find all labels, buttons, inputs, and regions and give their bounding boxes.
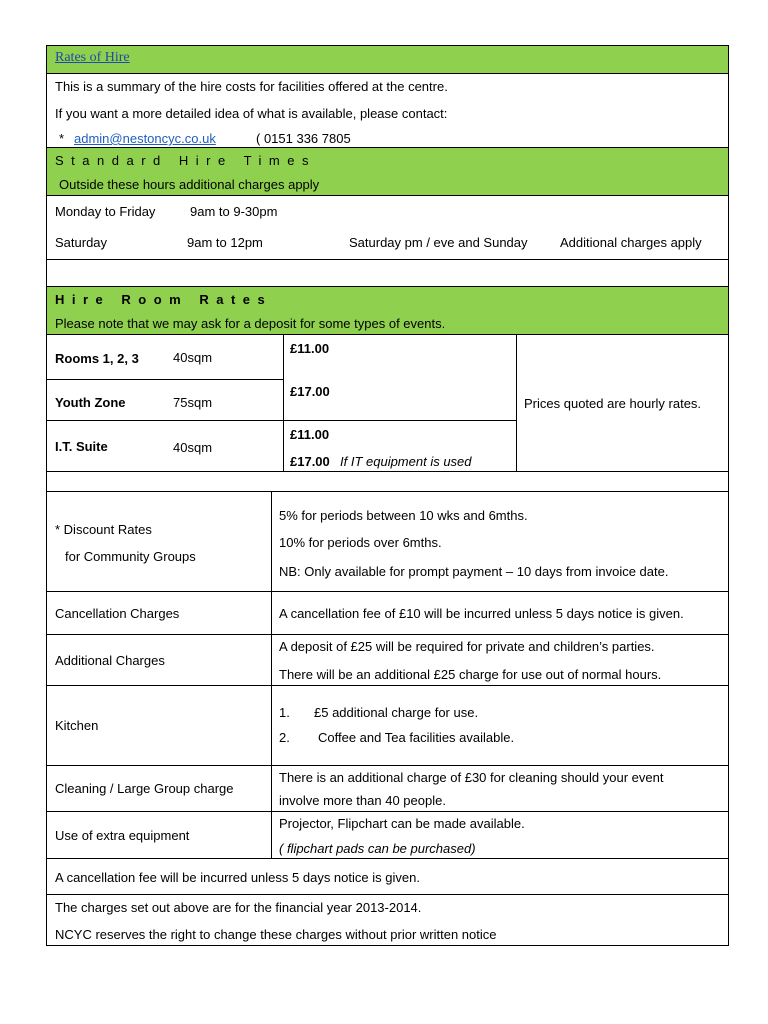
- email-link[interactable]: admin@nestoncyc.co.uk: [74, 131, 216, 146]
- discount-line: NB: Only available for prompt payment – 10 days from invoice date.: [279, 564, 669, 579]
- room-rates-subheading: Please note that we may ask for a deposit for some types of events.: [55, 316, 446, 331]
- room-price: £11.00: [290, 341, 330, 356]
- standard-hire-subheading: Outside these hours additional charges apply: [59, 177, 320, 192]
- room-size: 40sqm: [173, 440, 213, 455]
- room-size: 40sqm: [173, 350, 213, 365]
- kitchen-item-number: 1.: [279, 705, 290, 720]
- financial-year-note: The charges set out above are for the financial year 2013-2014.: [55, 900, 422, 915]
- hourly-rates-note: Prices quoted are hourly rates.: [524, 396, 702, 411]
- cleaning-line: involve more than 40 people.: [279, 793, 446, 808]
- equipment-line: Projector, Flipchart can be made available.: [279, 816, 525, 831]
- saturday-hours: 9am to 12pm: [187, 235, 263, 250]
- kitchen-item-number: 2.: [279, 730, 290, 745]
- cleaning-label: Cleaning / Large Group charge: [55, 781, 234, 796]
- weekday-hours: 9am to 9-30pm: [190, 204, 278, 219]
- discount-line: 5% for periods between 10 wks and 6mths.: [279, 508, 528, 523]
- discount-line: 10% for periods over 6mths.: [279, 535, 442, 550]
- room-price: £11.00: [290, 427, 330, 442]
- kitchen-value-cell: [271, 685, 729, 766]
- spacer-row: [46, 259, 729, 287]
- discount-label: * Discount Rates: [55, 522, 152, 537]
- weekend-extra-note: Additional charges apply: [560, 235, 702, 250]
- phone-number: ( 0151 336 7805: [256, 131, 351, 146]
- room-price-alt-note: If IT equipment is used: [340, 454, 472, 469]
- room-rates-heading: Hire Room Rates: [55, 292, 273, 307]
- bullet-star: *: [59, 131, 65, 146]
- cancellation-label: Cancellation Charges: [55, 606, 180, 621]
- additional-line: There will be an additional £25 charge for use out of normal hours.: [279, 667, 662, 682]
- rights-note: NCYC reserves the right to change these charges without prior written notice: [55, 927, 497, 942]
- page-title: Rates of Hire: [55, 50, 130, 65]
- kitchen-item: £5 additional charge for use.: [314, 705, 479, 720]
- room-name: Rooms 1, 2, 3: [55, 351, 139, 366]
- cancellation-text: A cancellation fee of £10 will be incurred unless 5 days notice is given.: [279, 606, 684, 621]
- rates-of-hire-header: [46, 45, 729, 74]
- standard-hire-heading: Standard Hire Times: [55, 153, 316, 168]
- equipment-note: ( flipchart pads can be purchased): [279, 841, 476, 856]
- intro-line-1: This is a summary of the hire costs for facilities offered at the centre.: [55, 79, 448, 94]
- discount-label-sub: for Community Groups: [65, 549, 196, 564]
- discount-label-cell: [46, 491, 272, 592]
- kitchen-label: Kitchen: [55, 718, 99, 733]
- weekday-label: Monday to Friday: [55, 204, 156, 219]
- intro-line-2: If you want a more detailed idea of what is available, please contact:: [55, 106, 448, 121]
- additional-line: A deposit of £25 will be required for private and children’s parties.: [279, 639, 655, 654]
- cleaning-line: There is an additional charge of £30 for cleaning should your event: [279, 770, 664, 785]
- cancellation-note: A cancellation fee will be incurred unless 5 days notice is given.: [55, 870, 420, 885]
- saturday-label: Saturday: [55, 235, 108, 250]
- kitchen-item: Coffee and Tea facilities available.: [318, 730, 515, 745]
- weekend-extra-label: Saturday pm / eve and Sunday: [349, 235, 528, 250]
- room-price: £17.00: [290, 384, 330, 399]
- room-size: 75sqm: [173, 395, 213, 410]
- equipment-label: Use of extra equipment: [55, 828, 190, 843]
- room-name: Youth Zone: [55, 395, 126, 410]
- room-price-alt: £17.00: [290, 454, 330, 469]
- spacer-row: [46, 471, 729, 492]
- additional-label: Additional Charges: [55, 653, 165, 668]
- room-name: I.T. Suite: [55, 439, 108, 454]
